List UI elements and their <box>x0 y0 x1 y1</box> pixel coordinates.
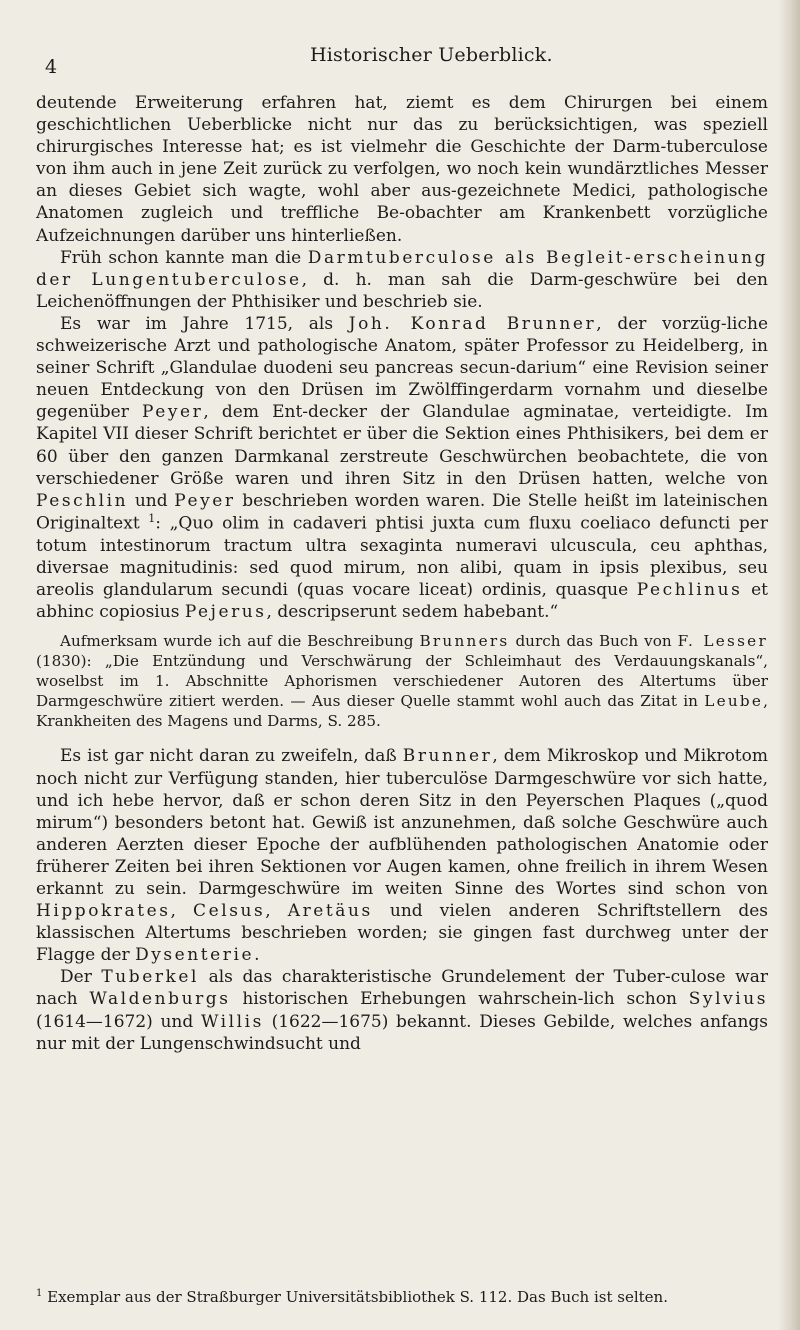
text-run: , dem Mikroskop und Mikrotom noch nicht zur Verfügung standen, hier tuberculöse Darmgeschwüre vor sich hatte, und ich hebe hervor, daß er schon deren Sitz in den Peyerschen Plaques („quod mirum“) besonders betont hat. Gewiß ist anzunehmen, daß solche Geschwüre auch anderen Aerzten dieser Epoche der aufblühenden pathologischen Anatomie oder früherer Zeiten bei ihren Sektionen vor Augen kamen, ohne freilich in ihrem Wesen erkannt zu sein. Darmgeschwüre im weiten Sinne des Wortes sind schon von <box>36 746 768 899</box>
text-run: (1622—1675) bekannt. Dieses Gebilde, welches anfangs nur mit der Lungenschwindsucht und <box>36 1011 768 1054</box>
text-run: historischen Erhebungen wahrschein-lich schon <box>230 989 689 1010</box>
author-name: Sylvius <box>688 989 768 1010</box>
author-name: Leube <box>704 691 764 710</box>
spaced-term: Darmtuberculose als Begleit-erscheinung der Lungentuberculose <box>36 247 768 290</box>
author-name: Peschlin <box>36 490 129 511</box>
author-name: Peyer <box>142 402 204 423</box>
text-run: (1614—1672) und <box>36 1011 201 1032</box>
author-name: Hippokrates <box>36 901 171 922</box>
page-edge-shadow <box>778 0 800 1330</box>
footnote-marker: 1 <box>36 1288 43 1299</box>
main-text <box>36 92 768 1055</box>
text-run: , Krankheiten des Magens und Darms, S. 285. <box>36 691 768 730</box>
author-name: Pejerus <box>184 601 267 622</box>
paragraph-4-small-print <box>36 632 768 732</box>
author-name: F. Lesser <box>677 631 768 650</box>
author-name: Brunner <box>402 746 493 767</box>
text-run: , d. h. man sah die Darm-geschwüre bei den Leichenöffnungen der Phthisiker und beschrieb sie. <box>36 269 768 312</box>
text-run: , dem Ent-decker der Glandulae agminatae, verteidigte. Im Kapitel VII dieser Schrift berichtet er über die Sektion eines Phthisikers, bei dem er 60 über den ganzen Darmkanal zerstreute Geschwürchen beobachtete, die von verschiedener Größe waren und ihren Sitz in den Drüsen hatten, welche von <box>36 402 769 489</box>
paragraph-3 <box>36 313 768 623</box>
paragraph-1: deutende Erweiterung erfahren hat, ziemt es dem Chirurgen bei einem geschichtlichen Ueberblicke nicht nur das zu berücksichtigen, was speziell chirurgisches Interesse hat; es ist vielmehr die Geschichte der Darm-tuberculose von ihm auch in jene Zeit zurück zu verfolgen, wo noch kein wundärztliches Messer an dieses Gebiet sich wagte, wohl aber aus-gezeichnete Medici, pathologische Anatomen zugleich und treffliche Be-obachter am Krankenbett vorzügliche Aufzeichnungen darüber uns hinterließen. <box>36 93 768 246</box>
paragraph-5 <box>36 745 768 966</box>
text-run: als das charakteristische Grundelement der Tuber-culose war nach <box>36 967 768 1010</box>
footnote-text: Exemplar aus der Straßburger Universitätsbibliothek S. 112. Das Buch ist selten. <box>42 1288 668 1306</box>
text-run: und vielen anderen Schriftstellern des klassischen Altertums beschrieben worden; sie gingen fast durchweg unter der Flagge der <box>36 901 769 966</box>
text-run: Der <box>60 967 102 988</box>
paragraph-6 <box>36 966 768 1054</box>
text-run: et abhinc copiosius <box>36 579 769 622</box>
paragraph-2 <box>36 247 768 313</box>
footnote <box>36 1288 768 1307</box>
text-run: , <box>170 901 194 922</box>
text-run: Aufmerksam wurde ich auf die Beschreibung <box>60 631 420 650</box>
spaced-term: Tuberkel <box>101 967 199 988</box>
author-name: Peyer <box>174 490 236 511</box>
text-run: Es war im Jahre 1715, als <box>60 313 349 334</box>
text-run: . <box>254 945 260 966</box>
text-run: Früh schon kannte man die <box>60 247 308 268</box>
text-run: , descripserunt sedem habebant.“ <box>266 601 559 622</box>
author-name: Brunners <box>419 631 510 650</box>
footnote-ref: 1 <box>148 511 156 525</box>
text-run: und <box>128 490 175 511</box>
author-name: Celsus <box>193 901 266 922</box>
author-name: Aretäus <box>287 901 373 922</box>
text-run: , <box>265 901 288 922</box>
author-name: Waldenburgs <box>89 989 231 1010</box>
text-run: beschrieben worden waren. Die Stelle heißt im lateinischen Originaltext <box>36 490 768 534</box>
text-run: , der vorzüg-liche schweizerische Arzt und pathologische Anatom, später Professor zu Heidelberg, in seiner Schrift „Glandulae duodeni seu pancreas secun-darium“ eine Revision seiner neuen Entdeckung von den Drüsen im Zwölffingerdarm vornahm und dieselbe gegenüber <box>36 313 769 423</box>
author-name: Joh. Konrad Brunner <box>348 313 597 334</box>
spaced-term: Dysenterie <box>135 945 255 966</box>
text-run: durch das Buch von <box>509 631 678 650</box>
page-number: 4 <box>45 56 58 78</box>
running-title: Historischer Ueberblick. <box>310 44 553 66</box>
author-name: Willis <box>200 1011 264 1032</box>
text-run: : „Quo olim in cadaveri phtisi juxta cum fluxu coeliaco defuncti per totum intestinorum tractum ultra sexaginta numeravi ulcuscula, ceu aphthas, diversae magnitudinis: sed quod mirum, non alibi, quam in ipsis plexibus, seu areolis glandularum secundi (quas vocare liceat) ordinis, quasque <box>36 513 768 600</box>
text-run: Es ist gar nicht daran zu zweifeln, daß <box>60 746 403 767</box>
text-run: (1830): „Die Entzündung und Verschwärung der Schleimhaut des Verdauungskanals“, woselbst im 1. Abschnitte Aphorismen verschiedener Autoren des Altertums über Darmgeschwüre zitiert werden. — Aus dieser Quelle stammt wohl auch das Zitat in <box>36 651 768 710</box>
author-name: Pechlinus <box>636 579 743 600</box>
